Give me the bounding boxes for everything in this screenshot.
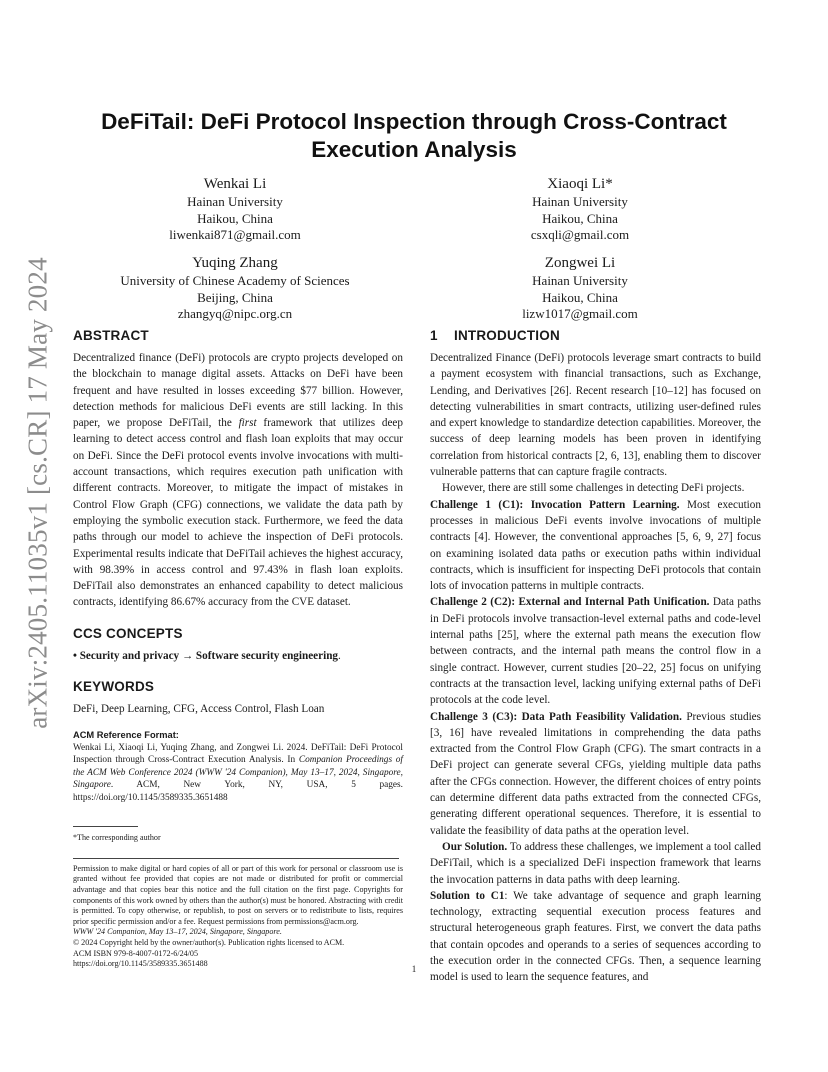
- arxiv-stamp-text: arXiv:2405.11035v1 [cs.CR] 17 May 2024: [22, 257, 53, 729]
- page-number: 1: [411, 964, 417, 974]
- challenge-1: Challenge 1 (C1): Invocation Pattern Learning. Most execution processes in malicious DeFi events involve invocations of multiple contracts [4]. However, the conventional approaches [5, 6, 9, 27] focus on examining isolated data paths or execution paths within individual contracts, which is insufficient for inspecting DeFi protocols that contain lots of invocation patterns in multiple contracts.: [430, 498, 761, 593]
- footnote-rule: [73, 826, 138, 827]
- author-location: Beijing, China: [197, 289, 273, 305]
- doi: https://doi.org/10.1145/3589335.3651488: [73, 959, 208, 969]
- copyright-line: © 2024 Copyright held by the owner/author(s). Publication rights licensed to ACM.: [73, 938, 345, 947]
- intro-paragraph-2: However, there are still some challenges in detecting DeFi projects.: [442, 482, 745, 495]
- author-name: Xiaoqi Li*: [547, 176, 613, 192]
- ccs-heading: CCS CONCEPTS: [73, 625, 183, 641]
- keywords-text: DeFi, Deep Learning, CFG, Access Control, Flash Loan: [73, 702, 325, 715]
- author-block-4: [455, 254, 705, 323]
- author-block-3: [100, 254, 370, 323]
- copyright-venue: WWW '24 Companion, May 13–17, 2024, Singapore, Singapore.: [73, 927, 282, 937]
- right-column: [430, 328, 761, 986]
- keywords-heading: KEYWORDS: [73, 678, 155, 694]
- author-email: csxqli@gmail.com: [530, 227, 630, 242]
- solution-c1: Solution to C1: We take advantage of sequence and graph learning technology, extracting sequential execution process features and structural heterogeneous graph features. First, we convert the data paths that contain opcodes and operands to a series of sequences according to the execution order in the connected CFGs. Then, a sequence learning model is used to learn the sequence features, and: [430, 889, 762, 984]
- author-email: liwenkai871@gmail.com: [169, 227, 301, 242]
- acm-reference-text: Wenkai Li, Xiaoqi Li, Yuqing Zhang, and Zongwei Li. 2024. DeFiTail: DeFi Protocol Inspection through Cross-Contract Execution Analysis. In Companion Proceedings of the ACM Web Conference 2024 (WWW '24 Companion), May 13–17, 2024, Singapore, Singapore. ACM, New York, NY, USA, 5 pages. https://doi.org/10.1145/3589335.3651488: [73, 742, 403, 803]
- permission-text: Permission to make digital or hard copies of all or part of this work for personal or classroom use is granted without fee provided that copies are not made or distributed for profit or commercial advantage and that copies bear this notice and the full citation on the first page. Copyrights for components of this work owned by others than the author(s) must be honored. Abstracting with credit is permitted. To copy otherwise, or republish, to post on servers or to redistribute to lists, requires prior specific permission and/or a fee. Request permissions from permissions@acm.org.: [73, 863, 403, 926]
- footnote-text: *The corresponding author: [73, 833, 161, 843]
- author-affiliation: Hainan University: [532, 194, 628, 209]
- left-column: [73, 328, 403, 970]
- author-block-2: [455, 175, 705, 244]
- author-email: zhangyq@nipc.org.cn: [177, 306, 293, 321]
- permission-rule: [73, 858, 399, 859]
- author-block-1: [110, 175, 360, 244]
- ccs-item: • Security and privacy → Software security engineering.: [73, 649, 341, 662]
- abstract-text: Decentralized finance (DeFi) protocols are crypto projects developed on the blockchain to manage digital assets. Attacks on DeFi have been frequent and have resulted in losses exceeding $77 billion. However, detection methods for malicious DeFi events are still lacking. In this paper, we propose DeFiTail, the first framework that utilizes deep learning to detect access control and flash loan exploits that may occur on DeFi. Since the DeFi protocol events involve invocations with multi-account transactions, which requires execution path unification with different contracts. Moreover, to mitigate the impact of mistakes in Control Flow Graph (CFG) connections, we validate the data path by employing the symbolic execution stack. Furthermore, we feed the data paths through our model to achieve the inspection of DeFi protocols. Experimental results indicate that DeFiTail achieves the highest accuracy, with 98.39% in access control and 97.43% in flash loan exploits. DeFiTail also demonstrates an enhanced capability to detect malicious contracts, identifying 86.67% accuracy from the CVE dataset.: [73, 352, 403, 609]
- title-line-2: Execution Analysis: [311, 137, 517, 162]
- challenge-3: Challenge 3 (C3): Data Path Feasibility Validation. Previous studies [3, 16] have revealed limitations in comprehending the data paths extracted from the Control Flow Graph (CFG). The smart contracts in a DeFi project can generate several CFGs, yielding multiple data paths after the CFGs connection. However, the different choices of entry points can determine different data paths extracted from the connected CFGs, generating different operational sequences. Therefore, it is essential to validate the feasibility of data paths at the operation level.: [430, 710, 762, 837]
- acm-reference-heading: ACM Reference Format:: [73, 729, 179, 740]
- author-affiliation: Hainan University: [187, 194, 283, 209]
- author-email: lizw1017@gmail.com: [522, 306, 638, 321]
- abstract-heading: ABSTRACT: [73, 328, 149, 343]
- title-line-1: DeFiTail: DeFi Protocol Inspection through Cross-Contract: [101, 109, 727, 134]
- acm-reference: [73, 730, 403, 805]
- paper-title: [70, 108, 758, 164]
- isbn: ACM ISBN 979-8-4007-0172-6/24/05: [73, 948, 199, 958]
- intro-paragraph-1: Decentralized Finance (DeFi) protocols leverage smart contracts to build a payment ecosystem with financial transactions, such as Exchange, Lending, and Derivatives [26]. Recent research [10–12] has focused on detecting vulnerabilities in smart contracts, utilizing user-defined rules and expert knowledge to standardize detection capabilities. Moreover, the success of deep learning models has been proven in identifying correlation from historical contracts [2, 6, 13], enabling them to discover vulnerable patterns that can capture fragile contracts.: [430, 352, 761, 479]
- author-affiliation: University of Chinese Academy of Sciences: [120, 273, 350, 288]
- author-name: Yuqing Zhang: [192, 255, 278, 271]
- abstract-emphasis: first: [238, 417, 257, 430]
- author-location: Haikou, China: [542, 210, 618, 226]
- arxiv-stamp: [20, 228, 56, 758]
- our-solution: Our Solution. To address these challenges, we implement a tool called DeFiTail, which is a specialized DeFi inspection framework that learns the invocation patterns in data paths with deep learning.: [430, 840, 761, 886]
- author-name: Wenkai Li: [203, 176, 267, 192]
- author-name: Zongwei Li: [544, 255, 616, 271]
- intro-heading: 1 INTRODUCTION: [430, 328, 560, 343]
- author-affiliation: Hainan University: [532, 273, 628, 288]
- author-location: Haikou, China: [197, 210, 273, 226]
- challenge-2: Challenge 2 (C2): External and Internal Path Unification. Data paths in DeFi protocols involve transaction-level external paths and code-level internal paths [25], where the external path means the execution flow between contracts, and the internal path means the control flow in a single contract. However, current studies [20–22, 25] focus on unifying contracts at the transaction level, lacking unifying external paths of DeFi protocols at the code level.: [430, 596, 761, 707]
- author-location: Haikou, China: [542, 289, 618, 305]
